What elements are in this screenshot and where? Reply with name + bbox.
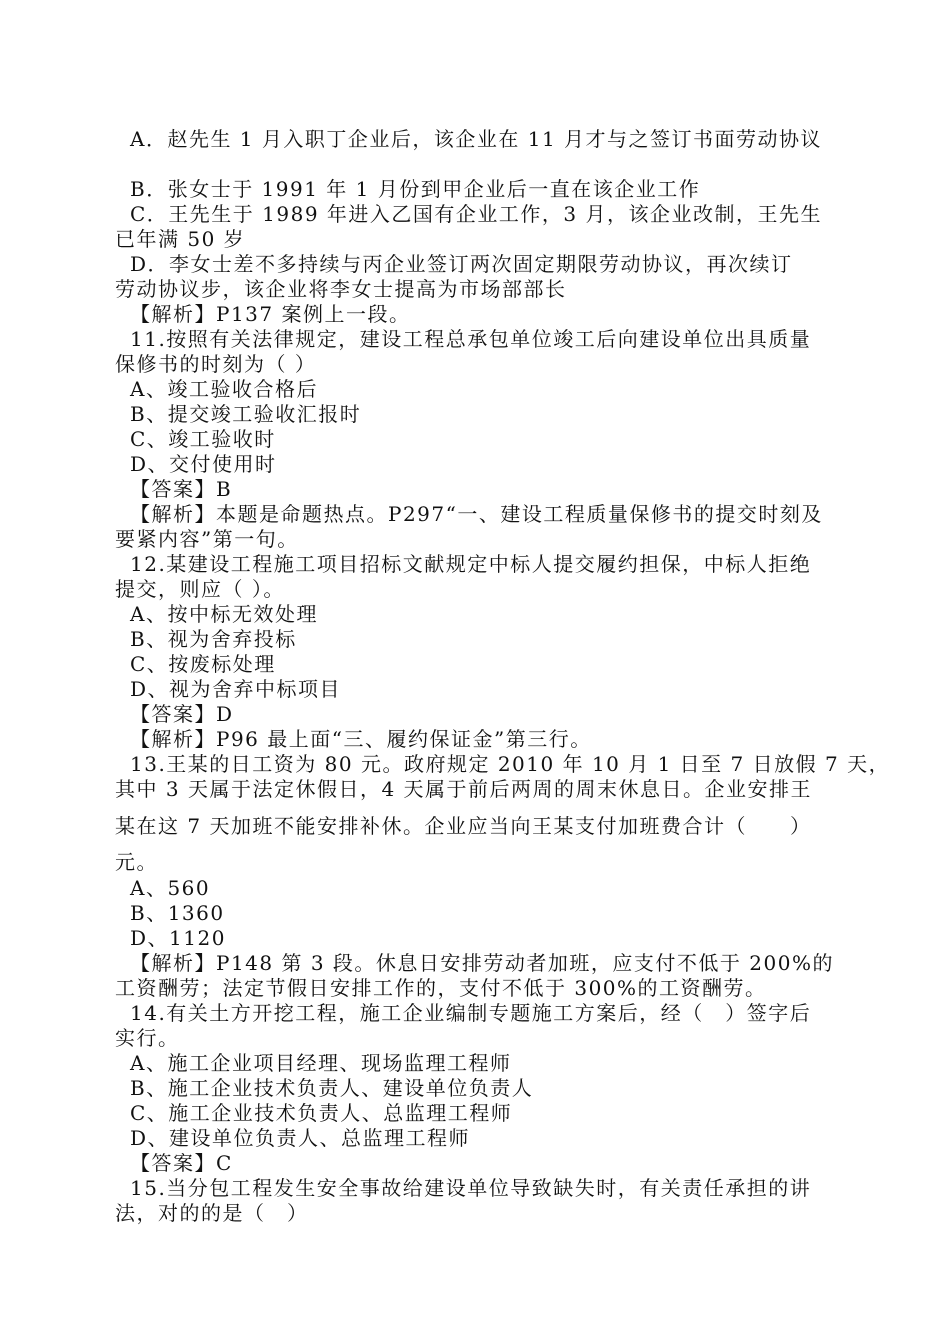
q11-analysis-cont: 要紧内容”第一句。 <box>115 527 299 551</box>
question-14-line: 14.有关土方开挖工程，施工企业编制专题施工方案后，经（ ）签字后 <box>130 1001 812 1025</box>
q12-analysis: 【解析】P96 最上面“三、履约保证金”第三行。 <box>130 727 592 751</box>
question-13-cont-line-1: 其中 3 天属于法定休假日，4 天属于前后两周的周末休息日。企业安排王 <box>115 777 813 801</box>
option-c-line: C．王先生于 1989 年进入乙国有企业工作，3 月，该企业改制，王先生 <box>130 202 822 226</box>
question-12-cont-line: 提交，则应（ ）。 <box>115 577 285 601</box>
q11-option-c: C、竣工验收时 <box>130 427 276 451</box>
question-15-line: 15.当分包工程发生安全事故给建设单位导致缺失时，有关责任承担的讲 <box>130 1176 812 1200</box>
option-a-line: A．赵先生 1 月入职丁企业后，该企业在 11 月才与之签订书面劳动协议 <box>130 127 823 151</box>
q14-answer: 【答案】C <box>130 1151 233 1175</box>
q13-option-a: A、560 <box>130 876 211 900</box>
option-c-cont-line: 已年满 50 岁 <box>115 227 246 251</box>
option-b-line: B．张女士于 1991 年 1 月份到甲企业后一直在该企业工作 <box>130 177 701 201</box>
q14-option-d: D、建设单位负责人、总监理工程师 <box>130 1126 471 1150</box>
question-13-cont-line-2: 某在这 7 天加班不能安排补休。企业应当向王某支付加班费合计（ ） <box>115 814 812 838</box>
analysis-line: 【解析】P137 案例上一段。 <box>130 302 411 326</box>
q14-option-c: C、施工企业技术负责人、总监理工程师 <box>130 1101 513 1125</box>
q11-answer: 【答案】B <box>130 477 233 501</box>
question-12-line: 12.某建设工程施工项目招标文献规定中标人提交履约担保，中标人拒绝 <box>130 552 812 576</box>
q13-option-d: D、1120 <box>130 926 226 950</box>
question-13-cont-line-3: 元。 <box>115 850 158 874</box>
q11-option-b: B、提交竣工验收汇报时 <box>130 402 362 426</box>
q12-option-c: C、按废标处理 <box>130 652 276 676</box>
q11-option-d: D、交付使用时 <box>130 452 277 476</box>
q13-option-b: B、1360 <box>130 901 225 925</box>
question-13-line: 13.王某的日工资为 80 元。政府规定 2010 年 10 月 1 日至 7 日放假 7 天， <box>130 752 891 776</box>
q14-option-a: A、施工企业项目经理、现场监理工程师 <box>130 1051 512 1075</box>
option-d-line: D．李女士差不多持续与丙企业签订两次固定期限劳动协议，再次续订 <box>130 252 793 276</box>
q13-analysis: 【解析】P148 第 3 段。休息日安排劳动者加班，应支付不低于 200%的 <box>130 951 834 975</box>
q12-option-a: A、按中标无效处理 <box>130 602 318 626</box>
question-11-line: 11.按照有关法律规定，建设工程总承包单位竣工后向建设单位出具质量 <box>130 327 812 351</box>
q11-analysis: 【解析】本题是命题热点。P297“一、建设工程质量保修书的提交时刻及 <box>130 502 823 526</box>
q13-analysis-cont: 工资酬劳；法定节假日安排工作的，支付不低于 300%的工资酬劳。 <box>115 976 767 1000</box>
question-14-cont-line: 实行。 <box>115 1026 180 1050</box>
q14-option-b: B、施工企业技术负责人、建设单位负责人 <box>130 1076 534 1100</box>
q11-option-a: A、竣工验收合格后 <box>130 377 318 401</box>
q12-answer: 【答案】D <box>130 702 234 726</box>
option-d-cont-line: 劳动协议步，该企业将李女士提高为市场部部长 <box>115 277 567 301</box>
q12-option-d: D、视为舍弃中标项目 <box>130 677 342 701</box>
q12-option-b: B、视为舍弃投标 <box>130 627 297 651</box>
question-15-cont-line: 法，对的的是（ ） <box>115 1201 309 1225</box>
question-11-cont-line: 保修书的时刻为（ ） <box>115 352 317 376</box>
